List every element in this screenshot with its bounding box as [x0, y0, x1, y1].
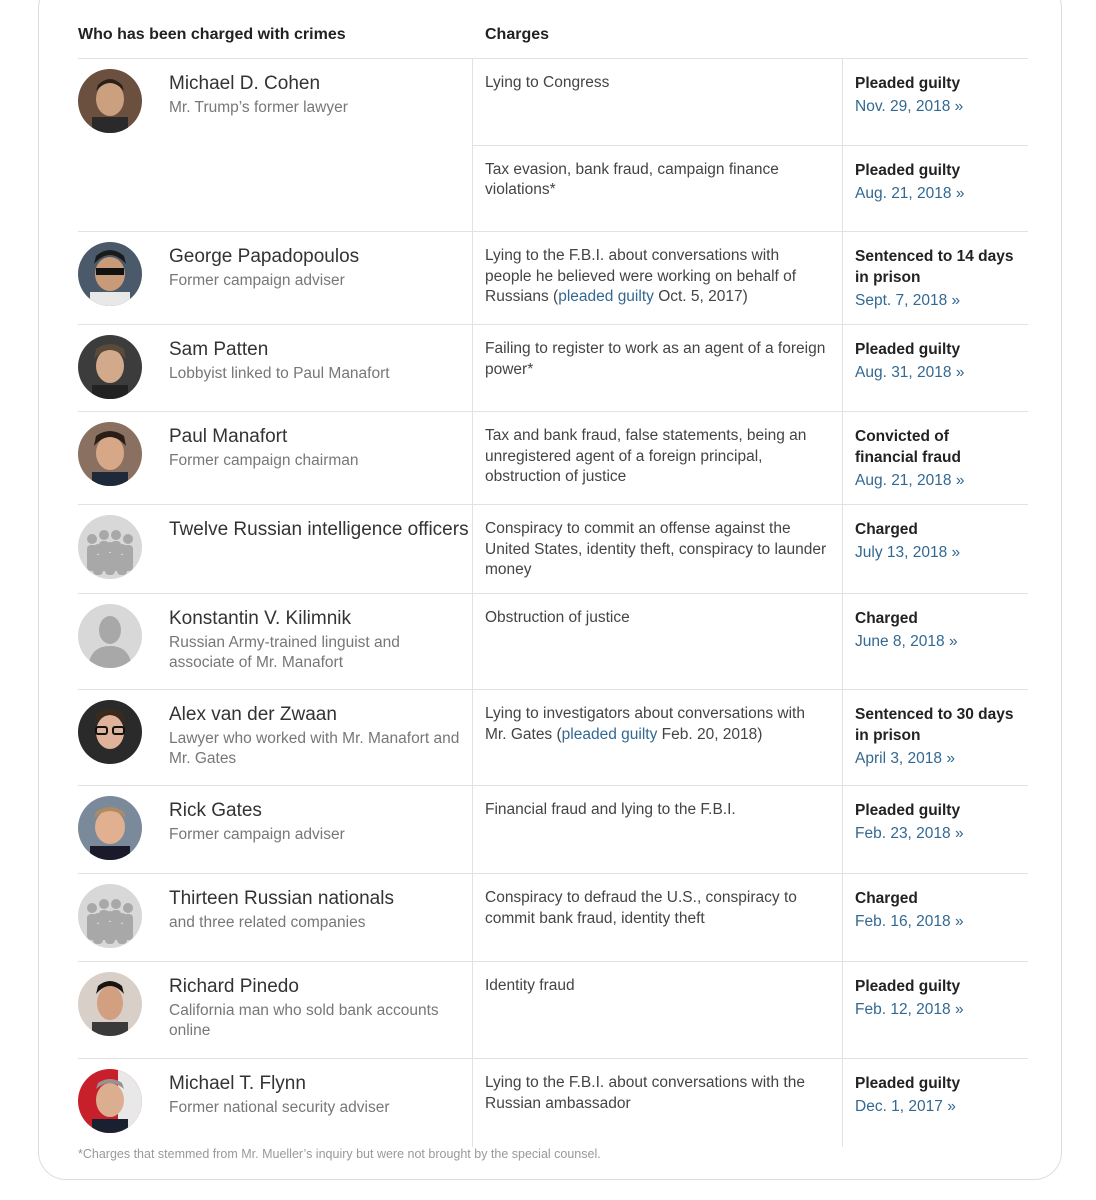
status-date-link[interactable]: Feb. 23, 2018 »: [855, 825, 964, 842]
table-row: [78, 962, 1028, 1059]
photo-richard-pinedo: [78, 972, 142, 1036]
footnote: *Charges that stemmed from Mr. Mueller’s inquiry but were not brought by the special counsel.: [78, 1147, 601, 1161]
header-charges: Charges: [485, 26, 550, 43]
person-cell: [78, 59, 473, 231]
status-date-link[interactable]: Aug. 21, 2018 »: [855, 472, 965, 489]
table-row: [78, 690, 1028, 786]
person-name: Thirteen Russian nationals: [169, 888, 394, 909]
charge-text: Failing to register to work as an agent of a foreign power*: [473, 325, 843, 411]
status-date-link[interactable]: April 3, 2018 »: [855, 750, 955, 767]
person-name: Alex van der Zwaan: [169, 704, 337, 725]
person-cell: [78, 786, 473, 873]
header-who: Who has been charged with crimes: [78, 26, 346, 43]
photo-sam-patten: [78, 335, 142, 399]
status-date-link[interactable]: Feb. 16, 2018 »: [855, 913, 964, 930]
table-row: [78, 505, 1028, 594]
charge-text: Tax and bank fraud, false statements, being an unregistered agent of a foreign principal, obstruction of justice: [473, 412, 843, 504]
charge-text-part: Lying to investigators about conversations with Mr. Gates (: [485, 705, 805, 743]
photo-rick-gates: [78, 796, 142, 860]
table-row: [78, 786, 1028, 874]
person-description: California man who sold bank accounts online: [169, 1002, 439, 1039]
status-label: Pleaded guilty: [855, 341, 961, 358]
person-name: Twelve Russian intelligence officers: [169, 519, 469, 540]
photo-george-papadopoulos: [78, 242, 142, 306]
person-cell: [78, 594, 473, 689]
status-label: Pleaded guilty: [855, 978, 961, 995]
status-date-link[interactable]: Dec. 1, 2017 »: [855, 1098, 956, 1115]
table-row: [78, 412, 1028, 505]
table-row: [78, 594, 1028, 690]
person-description: Lawyer who worked with Mr. Manafort and Mr. Gates: [169, 730, 460, 767]
table-row: [78, 874, 1028, 962]
charge-text-part: Oct. 5, 2017): [653, 288, 748, 305]
person-description: Former national security adviser: [169, 1099, 390, 1116]
charge-text-part: Feb. 20, 2018): [657, 725, 763, 743]
status-date-link[interactable]: June 8, 2018 »: [855, 633, 958, 650]
person-name: Richard Pinedo: [169, 976, 299, 997]
person-description: Lobbyist linked to Paul Manafort: [169, 365, 390, 382]
charge-text: Conspiracy to commit an offense against the United States, identity theft, conspiracy to launder money: [473, 505, 843, 593]
status-date-link[interactable]: Sept. 7, 2018 »: [855, 292, 961, 309]
charge-text: Lying to the F.B.I. about conversations with the Russian ambassador: [473, 1059, 843, 1147]
person-description: and three related companies: [169, 914, 366, 931]
person-silhouette-icon: [78, 604, 142, 668]
status-label: Pleaded guilty: [855, 75, 961, 92]
person-name: Sam Patten: [169, 339, 269, 360]
person-name: George Papadopoulos: [169, 246, 360, 267]
status-date-link[interactable]: Aug. 31, 2018 »: [855, 364, 965, 381]
person-description: Former campaign chairman: [169, 452, 359, 469]
status-label: Charged: [855, 610, 918, 627]
table-row: [78, 1059, 1028, 1147]
person-cell: [78, 1059, 473, 1147]
table-row: [78, 59, 1028, 232]
photo-paul-manafort: [78, 422, 142, 486]
person-cell: [78, 325, 473, 411]
person-cell: [78, 874, 473, 961]
person-description: Former campaign adviser: [169, 272, 345, 289]
person-name: Michael T. Flynn: [169, 1073, 306, 1094]
table-header: [78, 0, 1028, 59]
person-description: Mr. Trump’s former lawyer: [169, 99, 348, 116]
charge-text: Identity fraud: [473, 962, 843, 1058]
charge-text: Tax evasion, bank fraud, campaign finance violations*: [473, 146, 843, 232]
person-name: Michael D. Cohen: [169, 73, 321, 94]
status-label: Sentenced to 30 days in prison: [855, 706, 1014, 744]
status-date-link[interactable]: Nov. 29, 2018 »: [855, 98, 964, 115]
status-date-link[interactable]: Feb. 12, 2018 »: [855, 1001, 964, 1018]
charge-text: Financial fraud and lying to the F.B.I.: [473, 786, 843, 873]
person-description: Former campaign adviser: [169, 826, 345, 843]
status-label: Pleaded guilty: [855, 1075, 961, 1092]
charge-text: Obstruction of justice: [473, 594, 843, 689]
charge-text-part: Lying to the F.B.I. about conversations with people he believed were working on behalf of Russians (: [485, 247, 797, 305]
charge-text: [473, 232, 843, 324]
status-label: Convicted of financial fraud: [855, 428, 961, 466]
person-description: Russian Army-trained linguist and associate of Mr. Manafort: [169, 634, 400, 671]
charge-text: Lying to Congress: [473, 59, 843, 145]
group-silhouette-icon: [78, 515, 142, 579]
group-silhouette-icon: [78, 884, 142, 948]
status-label: Sentenced to 14 days in prison: [855, 248, 1014, 286]
status-label: Charged: [855, 521, 918, 538]
person-name: Konstantin V. Kilimnik: [169, 608, 352, 629]
person-name: Rick Gates: [169, 800, 262, 821]
person-cell: [78, 505, 473, 593]
pleaded-guilty-link[interactable]: pleaded guilty: [558, 288, 654, 305]
status-date-link[interactable]: Aug. 21, 2018 »: [855, 184, 965, 202]
person-cell: [78, 962, 473, 1058]
person-cell: [78, 232, 473, 324]
pleaded-guilty-link[interactable]: pleaded guilty: [561, 725, 658, 743]
photo-michael-flynn: [78, 1069, 142, 1133]
person-cell: [78, 690, 473, 785]
table-row: [78, 232, 1028, 325]
table-row: [78, 325, 1028, 412]
person-cell: [78, 412, 473, 504]
person-name: Paul Manafort: [169, 426, 288, 447]
charge-text: Conspiracy to defraud the U.S., conspiracy to commit bank fraud, identity theft: [473, 874, 843, 961]
status-label: Pleaded guilty: [855, 161, 961, 179]
status-date-link[interactable]: July 13, 2018 »: [855, 544, 961, 561]
charge-text: [473, 690, 843, 785]
status-label: Pleaded guilty: [855, 802, 961, 819]
photo-alex-van-der-zwaan: [78, 700, 142, 764]
photo-michael-cohen: [78, 69, 142, 133]
status-label: Charged: [855, 890, 918, 907]
charges-table: [78, 0, 1028, 1147]
